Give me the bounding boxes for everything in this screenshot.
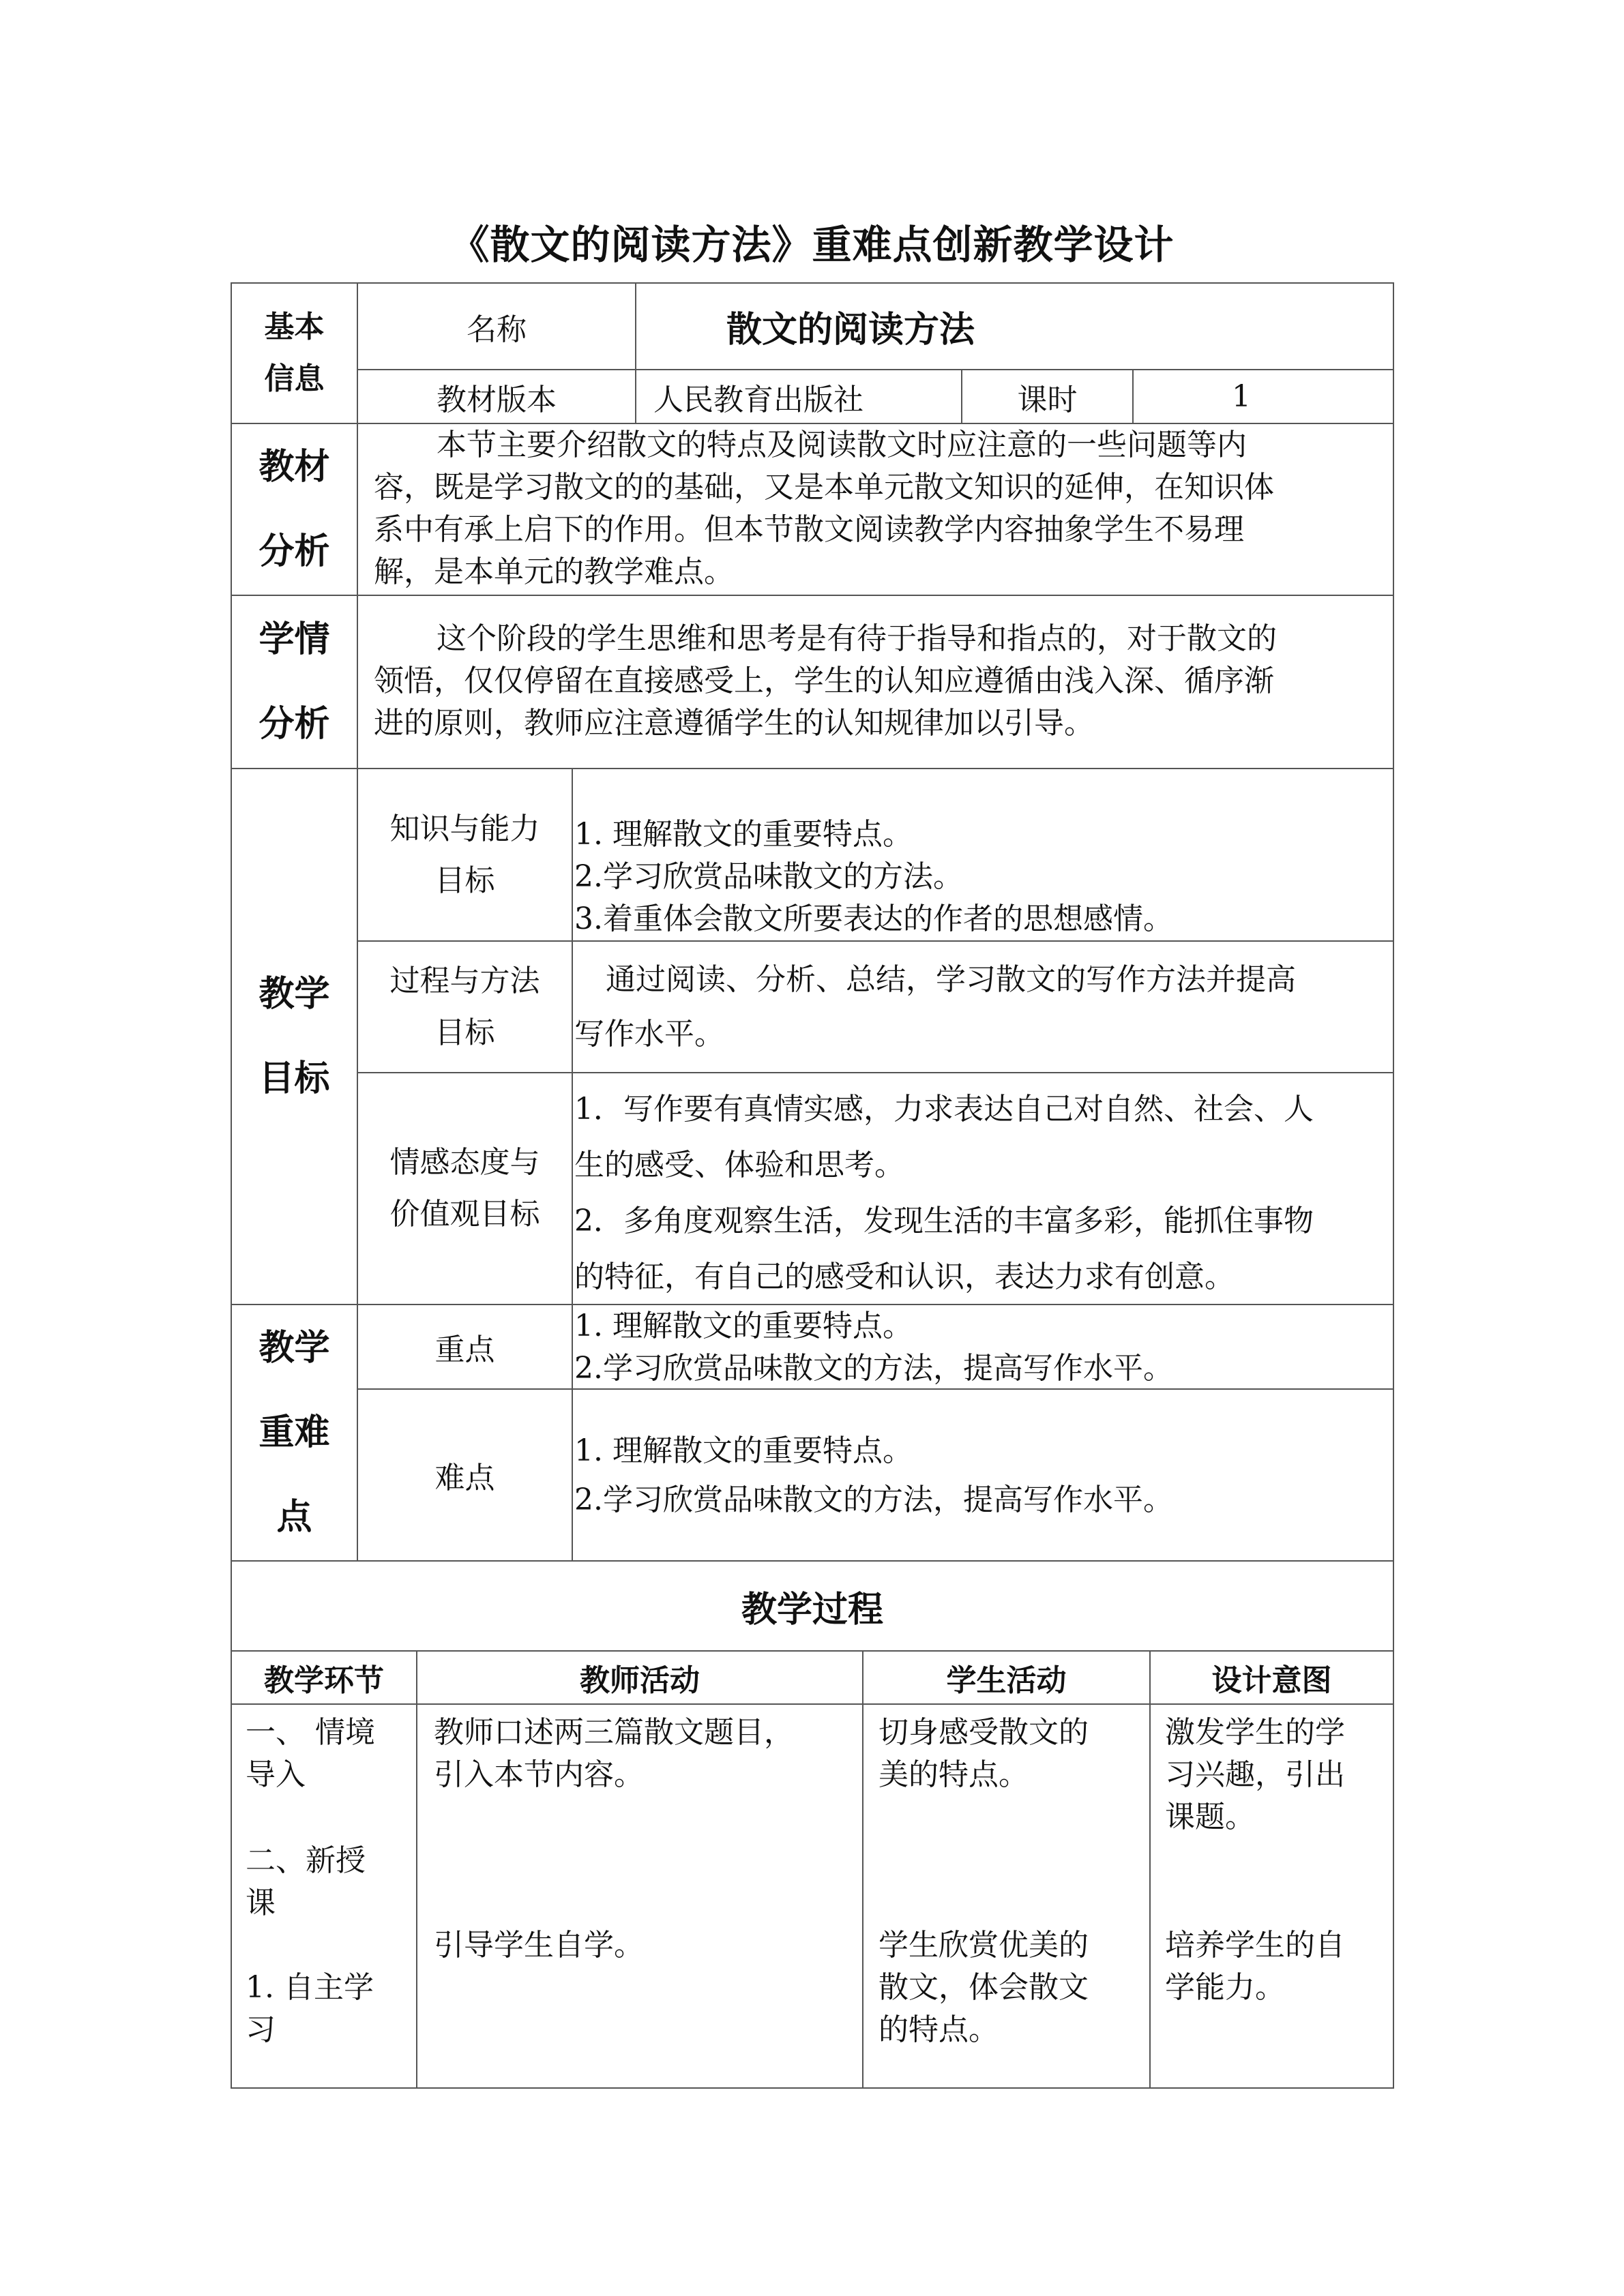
emotion-line-3: 2．多角度观察生活，发现生活的丰富多彩，能抓住事物 (574, 1204, 1314, 1238)
name-value: 散文的阅读方法 (726, 310, 975, 351)
key-points-label-line3: 点 (276, 1497, 312, 1538)
knowledge-label-line1: 知识与能力 (389, 811, 540, 846)
process-goal-label (357, 940, 573, 1073)
learner-line-1: 这个阶段的学生思维和思考是有待于指导和指点的，对于散文的 (437, 621, 1277, 656)
process-goal-line-2: 写作水平。 (574, 1017, 724, 1052)
focus-text (574, 1305, 1386, 1390)
knowledge-line-3: 3.着重体会散文所要表达的作者的思想感情。 (574, 901, 1173, 936)
material-line-2: 容，既是学习散文的的基础，又是本单元散文知识的延伸，在知识体 (374, 470, 1274, 505)
difficulty-label: 难点 (434, 1461, 495, 1495)
intent-line-4: 培养学生的自 (1165, 1928, 1345, 1963)
name-label: 名称 (467, 312, 527, 347)
basic-info-label (231, 282, 358, 424)
emotion-label-line2: 价值观目标 (389, 1197, 540, 1232)
material-line-3: 系中有承上启下的作用。但本节散文阅读教学内容抽象学生不易理 (374, 512, 1244, 547)
key-points-label-line2: 重难 (259, 1412, 330, 1453)
process-goals-text (574, 953, 1386, 1062)
intent-line-3: 课题。 (1165, 1800, 1255, 1834)
process-goal-line-1: 通过阅读、分析、总结，学习散文的写作方法并提高 (606, 962, 1296, 997)
student-line-5: 的特点。 (879, 2012, 999, 2047)
edition-label: 教材版本 (437, 382, 557, 417)
goals-label-line2: 目标 (259, 1058, 330, 1099)
learner-label-line2: 分析 (259, 704, 330, 745)
column-header-student: 学生活动 (946, 1663, 1067, 1698)
student-line-3: 学生欣赏优美的 (879, 1928, 1089, 1963)
difficulty-line-1: 1. 理解散文的重要特点。 (574, 1433, 913, 1468)
focus-line-2: 2.学习欣赏品味散文的方法，提高写作水平。 (574, 1351, 1173, 1386)
student-line-4: 散文，体会散文 (879, 1970, 1089, 2005)
knowledge-goals-text (574, 814, 1386, 940)
process-goal-label-line2: 目标 (434, 1015, 495, 1050)
goals-label-line1: 教学 (259, 974, 330, 1015)
learner-label-line1: 学情 (259, 619, 330, 660)
material-label-line1: 教材 (259, 447, 330, 488)
intent-line-5: 学能力。 (1165, 1970, 1285, 2005)
hours-value: 1 (1232, 379, 1251, 414)
teacher-line-2: 引入本节内容。 (434, 1757, 644, 1792)
difficulty-text (574, 1427, 1386, 1525)
learner-analysis-text (374, 618, 1383, 745)
emotion-label (357, 1072, 573, 1305)
stage-line-6: 习 (246, 2012, 276, 2047)
goals-label (231, 768, 358, 1305)
edition-value: 人民教育出版社 (653, 382, 863, 417)
key-points-label (231, 1304, 358, 1562)
focus-line-1: 1. 理解散文的重要特点。 (574, 1309, 913, 1343)
knowledge-line-1: 1. 理解散文的重要特点。 (574, 817, 913, 852)
stage-line-3: 二、新授 (246, 1843, 366, 1878)
stage-line-2: 导入 (246, 1757, 306, 1792)
emotion-line-2: 生的感受、体验和思考。 (574, 1148, 904, 1182)
knowledge-line-2: 2.学习欣赏品味散文的方法。 (574, 859, 963, 894)
material-analysis-text (374, 424, 1383, 593)
learner-label (231, 595, 358, 769)
hours-label: 课时 (1017, 382, 1078, 417)
learner-line-2: 领悟，仅仅停留在直接感受上，学生的认知应遵循由浅入深、循序渐 (374, 664, 1274, 698)
knowledge-label-line2: 目标 (434, 863, 495, 898)
material-line-1: 本节主要介绍散文的特点及阅读散文时应注意的一些问题等内 (437, 428, 1247, 462)
knowledge-label (357, 768, 573, 942)
emotion-label-line1: 情感态度与 (389, 1145, 540, 1180)
column-header-teacher: 教师活动 (580, 1663, 700, 1698)
teacher-line-3: 引导学生自学。 (434, 1928, 644, 1963)
page-title: 《散文的阅读方法》重难点创新教学设计 (449, 222, 1175, 268)
basic-info-label-line2: 信息 (264, 361, 325, 396)
stage-line-4: 课 (246, 1885, 276, 1920)
basic-info-label-line1: 基本 (264, 310, 325, 344)
process-heading: 教学过程 (741, 1589, 883, 1630)
material-line-4: 解，是本单元的教学难点。 (374, 554, 734, 589)
learner-line-3: 进的原则，教师应注意遵循学生的认知规律加以引导。 (374, 706, 1094, 741)
student-line-1: 切身感受散文的 (879, 1715, 1089, 1750)
key-points-label-line1: 教学 (259, 1328, 330, 1369)
material-label (231, 423, 358, 596)
difficulty-line-2: 2.学习欣赏品味散文的方法，提高写作水平。 (574, 1482, 1173, 1517)
focus-label: 重点 (434, 1332, 495, 1367)
stage-line-5: 1. 自主学 (246, 1970, 374, 2005)
intent-line-2: 习兴趣，引出 (1165, 1757, 1345, 1792)
teacher-line-1: 教师口述两三篇散文题目， (434, 1715, 794, 1750)
column-header-stage: 教学环节 (264, 1663, 384, 1698)
student-line-2: 美的特点。 (879, 1757, 1029, 1792)
emotion-goals-text (574, 1082, 1393, 1305)
emotion-line-4: 的特征，有自己的感受和认识，表达力求有创意。 (574, 1259, 1235, 1294)
intent-line-1: 激发学生的学 (1165, 1715, 1345, 1750)
column-header-intent: 设计意图 (1211, 1663, 1332, 1698)
emotion-line-1: 1．写作要有真情实感，力求表达自己对自然、社会、人 (574, 1092, 1314, 1127)
material-label-line2: 分析 (259, 531, 330, 572)
stage-line-1: 一、 情境 (246, 1715, 375, 1750)
process-goal-label-line1: 过程与方法 (389, 963, 540, 998)
